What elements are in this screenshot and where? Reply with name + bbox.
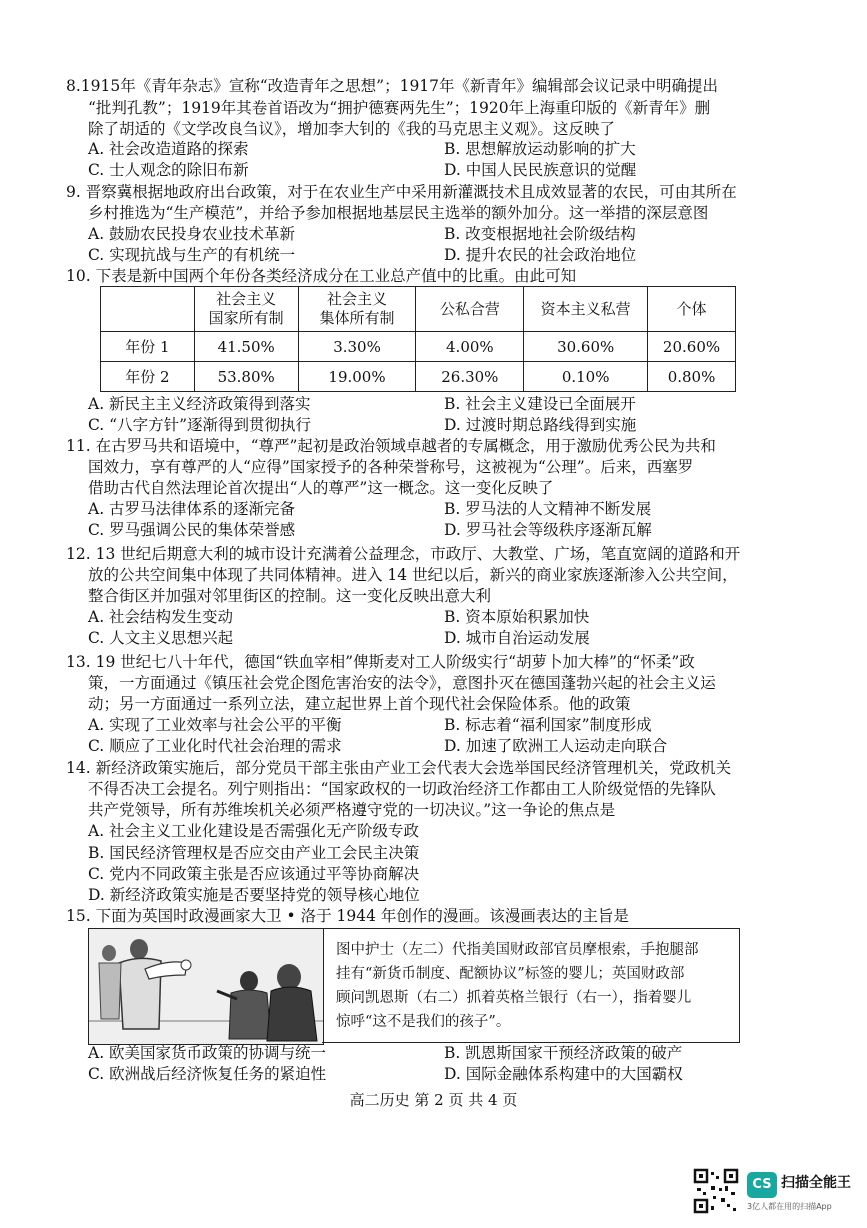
table-header-individual: 个体	[648, 287, 736, 332]
table-cell: 41.50%	[194, 332, 298, 362]
q11-option-a[interactable]: A. 古罗马法律体系的逐渐完备	[88, 500, 296, 518]
q11-stem-line-2: 国效力，享有尊严的人“应得”国家授予的各种荣誉称号，这被视为“公理”。后来，西塞罗	[88, 458, 694, 476]
q11-option-b[interactable]: B. 罗马法的人文精神不断发展	[444, 500, 652, 518]
q13-stem-line-3: 动；另一方面通过一系列立法，建立起世界上首个现代社会保险体系。他的政策	[88, 695, 631, 713]
q15-option-c[interactable]: C. 欧洲战后经济恢复任务的紧迫性	[88, 1065, 327, 1083]
table-cell: 53.80%	[194, 362, 298, 392]
table-cell: 0.80%	[648, 362, 736, 392]
caption-line-3: 顾问凯恩斯（右二）抓着英格兰银行（右一），指着婴儿	[336, 990, 692, 1006]
caption-line-1: 图中护士（左二）代指美国财政部官员摩根索，手抱腿部	[336, 942, 699, 958]
q12-option-c[interactable]: C. 人文主义思想兴起	[88, 629, 234, 647]
q11-stem-line-1: 11. 在古罗马共和语境中，“尊严”起初是政治领域卓越者的专属概念，用于激励优秀公民为共和	[66, 437, 716, 455]
q12-option-d[interactable]: D. 城市自治运动发展	[444, 629, 590, 647]
table-header-private: 资本主义私营	[524, 287, 648, 332]
q8-stem-line-2: “批判孔教”；1919年其卷首语改为“拥护德赛两先生”；1920年上海重印版的《新青年》删	[88, 99, 711, 117]
q14-option-d[interactable]: D. 新经济政策实施是否要坚持党的领导核心地位	[88, 886, 420, 904]
q8-option-a[interactable]: A. 社会改造道路的探索	[88, 140, 249, 158]
q9-option-b[interactable]: B. 改变根据地社会阶级结构	[444, 225, 636, 243]
q10-option-d[interactable]: D. 过渡时期总路线得到实施	[444, 416, 637, 434]
q13-option-d[interactable]: D. 加速了欧洲工人运动走向联合	[444, 737, 668, 755]
q10-option-a[interactable]: A. 新民主主义经济政策得到落实	[88, 395, 311, 413]
page-footer: 高二历史 第 2 页 共 4 页	[349, 1091, 518, 1109]
q13-option-b[interactable]: B. 标志着“福利国家”制度形成	[444, 716, 652, 734]
qr-code-icon	[693, 1168, 739, 1214]
q11-option-c[interactable]: C. 罗马强调公民的集体荣誉感	[88, 521, 296, 539]
q8-option-d[interactable]: D. 中国人民民族意识的觉醒	[444, 161, 637, 179]
camscanner-logo-icon: CS	[747, 1172, 777, 1198]
q12-stem-line-2: 放的公共空间集中体现了共同体精神。进入 14 世纪以后，新兴的商业家族逐渐渗入公共空间，	[88, 566, 738, 584]
table-cell: 年份 2	[101, 362, 195, 392]
q9-option-d[interactable]: D. 提升农民的社会政治地位	[444, 246, 637, 264]
q11-stem-line-3: 借助古代自然法理论首次提出“人的尊严”这一概念。这一变化反映了	[88, 479, 554, 497]
q15-option-a[interactable]: A. 欧美国家货币政策的协调与统一	[88, 1044, 327, 1062]
table-cell: 4.00%	[416, 332, 524, 362]
cartoon-caption	[322, 928, 740, 1043]
q13-option-c[interactable]: C. 顺应了工业化时代社会治理的需求	[88, 737, 342, 755]
q15-stem: 15. 下面为英国时政漫画家大卫 • 洛于 1944 年创作的漫画。该漫画表达的主旨是	[66, 907, 629, 925]
q14-option-b[interactable]: B. 国民经济管理权是否应交由产业工会民主决策	[88, 844, 420, 862]
q13-stem-line-2: 策，一方面通过《镇压社会党企图危害治安的法令》，意图扑灭在德国蓬勃兴起的社会主义运	[88, 674, 716, 692]
q10-economy-table	[100, 286, 736, 392]
table-cell: 19.00%	[298, 362, 416, 392]
table-row	[101, 362, 736, 392]
table-header-state-owned: 社会主义 国家所有制	[194, 287, 298, 332]
q10-stem: 10. 下表是新中国两个年份各类经济成分在工业总产值中的比重。由此可知	[66, 267, 577, 285]
table-cell: 3.30%	[298, 332, 416, 362]
q12-option-b[interactable]: B. 资本原始积累加快	[444, 608, 590, 626]
q15-option-d[interactable]: D. 国际金融体系构建中的大国霸权	[444, 1065, 683, 1083]
table-header-empty	[101, 287, 195, 332]
q13-option-a[interactable]: A. 实现了工业效率与社会公平的平衡	[88, 716, 342, 734]
q8-stem-line-3: 除了胡适的《文学改良刍议》，增加李大钊的《我的马克思主义观》。这反映了	[88, 120, 616, 138]
q10-option-c[interactable]: C. “八字方针”逐渐得到贯彻执行	[88, 416, 312, 434]
q12-option-a[interactable]: A. 社会结构发生变动	[88, 608, 234, 626]
table-cell: 20.60%	[648, 332, 736, 362]
q15-option-b[interactable]: B. 凯恩斯国家干预经济政策的破产	[444, 1044, 683, 1062]
q14-stem-line-2: 不得否决工会提名。列宁则指出：“国家政权的一切政治经济工作都由工人阶级觉悟的先锋队	[88, 780, 716, 798]
q14-option-a[interactable]: A. 社会主义工业化建设是否需强化无产阶级专政	[88, 822, 420, 840]
caption-line-2: 挂有“新货币制度、配额协议”标签的婴儿；英国财政部	[336, 966, 685, 982]
q8-option-b[interactable]: B. 思想解放运动影响的扩大	[444, 140, 636, 158]
q9-stem-line-2: 乡村推选为“生产模范”，并给予参加根据地基层民主选举的额外加分。这一举措的深层意图	[88, 204, 709, 222]
q14-option-c[interactable]: C. 党内不同政策主张是否应该通过平等协商解决	[88, 865, 420, 883]
q13-stem-line-1: 13. 19 世纪七八十年代，德国“铁血宰相”俾斯麦对工人阶级实行“胡萝卜加大棒”的“怀柔”政	[66, 653, 695, 671]
q8-stem-line-1: 8.1915年《青年杂志》宣称“改造青年之思想”；1917年《新青年》编辑部会议记录中明确提出	[66, 77, 719, 95]
q14-stem-line-1: 14. 新经济政策实施后，部分党员干部主张由产业工会代表大会选举国民经济管理机关，党政机关	[66, 759, 732, 777]
q11-option-d[interactable]: D. 罗马社会等级秩序逐渐瓦解	[444, 521, 652, 539]
cartoon-image	[88, 928, 324, 1045]
q9-stem-line-1: 9. 晋察冀根据地政府出台政策，对于在农业生产中采用新灌溉技术且成效显著的农民，可由其所在	[66, 183, 737, 201]
table-cell: 26.30%	[416, 362, 524, 392]
table-cell: 年份 1	[101, 332, 195, 362]
table-header-collective: 社会主义 集体所有制	[298, 287, 416, 332]
table-cell: 30.60%	[524, 332, 648, 362]
q8-option-c[interactable]: C. 士人观念的除旧布新	[88, 161, 249, 179]
watermark-brand: 扫描全能王	[781, 1175, 851, 1191]
table-row	[101, 332, 736, 362]
q12-stem-line-1: 12. 13 世纪后期意大利的城市设计充满着公益理念，市政厅、大教堂、广场，笔直宽阔的道路和开	[66, 545, 741, 563]
caption-line-4: 惊呼“这不是我们的孩子”。	[336, 1014, 511, 1030]
q9-option-a[interactable]: A. 鼓励农民投身农业技术革新	[88, 225, 296, 243]
table-header-joint: 公私合营	[416, 287, 524, 332]
q12-stem-line-3: 整合街区并加强对邻里街区的控制。这一变化反映出意大利	[88, 587, 492, 605]
table-cell: 0.10%	[524, 362, 648, 392]
watermark-slogan: 3亿人都在用的扫描App	[747, 1202, 832, 1211]
q10-option-b[interactable]: B. 社会主义建设已全面展开	[444, 395, 636, 413]
q9-option-c[interactable]: C. 实现抗战与生产的有机统一	[88, 246, 296, 264]
q14-stem-line-3: 共产党领导，所有苏维埃机关必须严格遵守党的一切决议。”这一争论的焦点是	[88, 801, 616, 819]
